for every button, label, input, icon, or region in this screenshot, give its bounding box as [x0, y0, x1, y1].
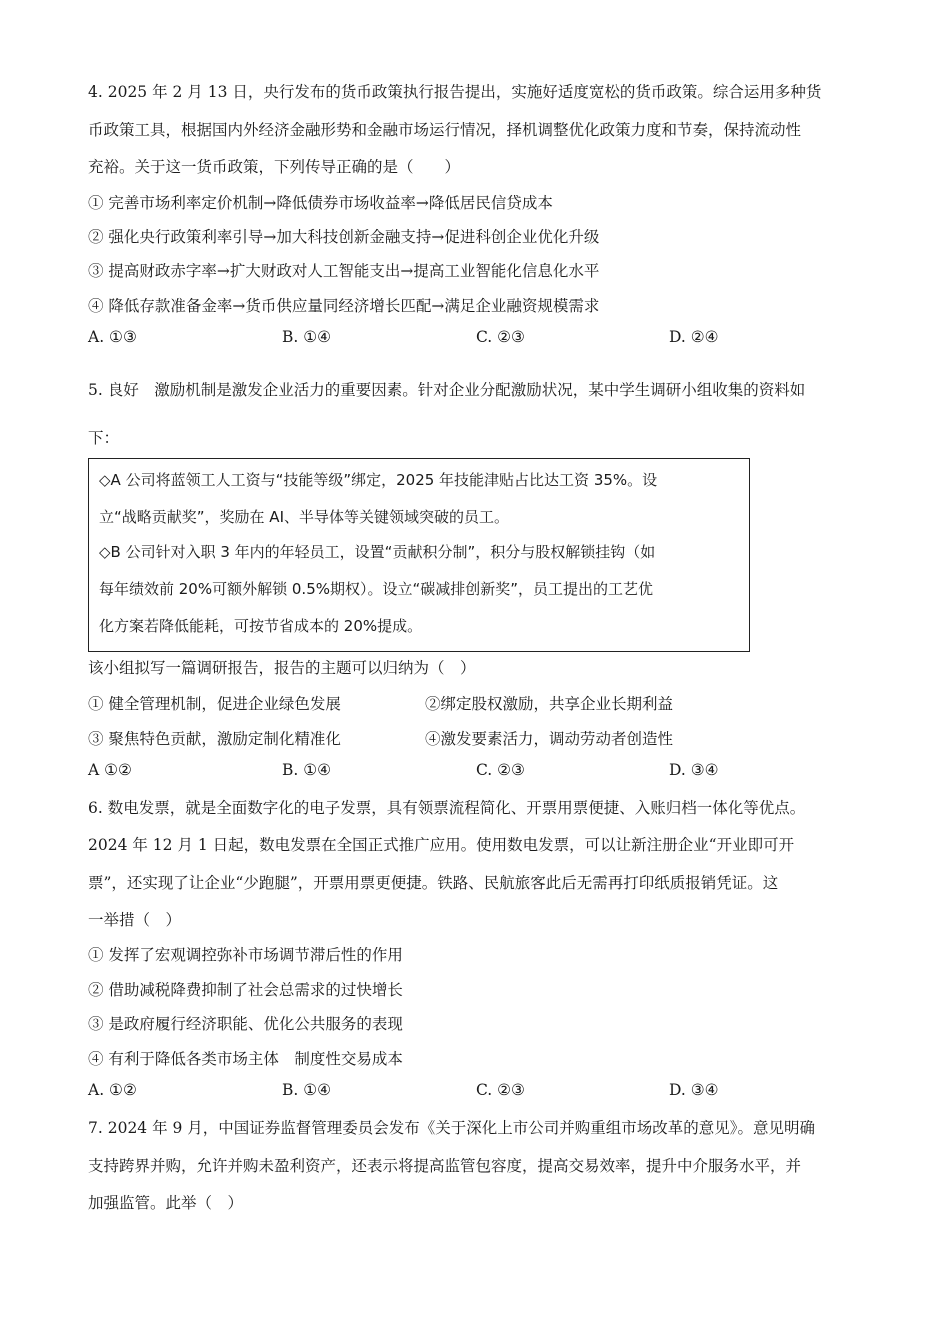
q4-stem-line-2: 币政策工具，根据国内外经济金融形势和金融市场运行情况，择机调整优化政策力度和节奏，保持流动性: [88, 121, 802, 139]
q6-item-4: ④ 有利于降低各类市场主体 制度性交易成本: [88, 1050, 403, 1068]
q5-option-c[interactable]: C. ②③: [476, 761, 525, 779]
q4-option-d[interactable]: D. ②④: [669, 328, 719, 346]
q6-option-b[interactable]: B. ①④: [282, 1081, 332, 1099]
q6-stem-line-2: 2024 年 12 月 1 日起，数电发票在全国正式推广应用。使用数电发票，可以让新注册企业“开业即可开: [88, 836, 795, 854]
q6-option-a[interactable]: A. ①②: [88, 1081, 137, 1099]
q4-item-4: ④ 降低存款准备金率→货币供应量同经济增长匹配→满足企业融资规模需求: [88, 297, 600, 315]
q4-option-b[interactable]: B. ①④: [282, 328, 332, 346]
q5-item-3: ③ 聚焦特色贡献，激励定制化精准化: [88, 730, 341, 748]
q5-material-box: [88, 458, 750, 652]
q5-box-line-3: ◇B 公司针对入职 3 年内的年轻员工，设置“贡献积分制”，积分与股权解锁挂钩（如: [99, 543, 656, 561]
q4-item-3: ③ 提高财政赤字率→扩大财政对人工智能支出→提高工业智能化信息化水平: [88, 262, 600, 280]
q4-item-2: ② 强化央行政策利率引导→加大科技创新金融支持→促进科创企业优化升级: [88, 228, 600, 246]
q6-stem-line-1: 6. 数电发票，就是全面数字化的电子发票，具有领票流程简化、开票用票便捷、入账归档一体化等优点。: [88, 799, 806, 817]
q4-stem-line-3: 充裕。关于这一货币政策，下列传导正确的是（ ）: [88, 158, 461, 176]
q6-option-c[interactable]: C. ②③: [476, 1081, 525, 1099]
q5-stem-line-1: 5. 良好 激励机制是激发企业活力的重要因素。针对企业分配激励状况，某中学生调研小组收集的资料如: [88, 381, 806, 399]
q7-stem-line-2: 支持跨界并购，允许并购未盈利资产，还表示将提高监管包容度，提高交易效率，提升中介服务水平，并: [88, 1157, 802, 1175]
q6-item-2: ② 借助减税降费抑制了社会总需求的过快增长: [88, 981, 403, 999]
q4-option-c[interactable]: C. ②③: [476, 328, 525, 346]
q6-stem-line-4: 一举措（ ）: [88, 911, 182, 929]
q7-stem-line-1: 7. 2024 年 9 月，中国证券监督管理委员会发布《关于深化上市公司并购重组市场改革的意见》。意见明确: [88, 1119, 816, 1137]
q6-option-d[interactable]: D. ③④: [669, 1081, 719, 1099]
q7-stem-line-3: 加强监管。此举（ ）: [88, 1194, 244, 1212]
q5-question: 该小组拟写一篇调研报告，报告的主题可以归纳为（ ）: [88, 659, 476, 677]
q6-stem-line-3: 票”，还实现了让企业“少跑腿”，开票用票更便捷。铁路、民航旅客此后无需再打印纸质报销凭证。这: [88, 874, 779, 892]
q5-option-a[interactable]: A ①②: [88, 761, 132, 779]
q4-stem-line-1: 4. 2025 年 2 月 13 日，央行发布的货币政策执行报告提出，实施好适度宽松的货币政策。综合运用多种货: [88, 83, 822, 101]
q4-item-1: ① 完善市场利率定价机制→降低债券市场收益率→降低居民信贷成本: [88, 194, 553, 212]
q5-option-b[interactable]: B. ①④: [282, 761, 332, 779]
q5-box-line-4: 每年绩效前 20%可额外解锁 0.5%期权）。设立“碳减排创新奖”，员工提出的工艺优: [99, 580, 654, 598]
q6-item-3: ③ 是政府履行经济职能、优化公共服务的表现: [88, 1015, 403, 1033]
q4-option-a[interactable]: A. ①③: [88, 328, 137, 346]
q5-box-line-1: ◇A 公司将蓝领工人工资与“技能等级”绑定，2025 年技能津贴占比达工资 35%。设: [99, 471, 658, 489]
q6-item-1: ① 发挥了宏观调控弥补市场调节滞后性的作用: [88, 946, 403, 964]
q5-item-2: ②绑定股权激励，共享企业长期利益: [425, 695, 674, 713]
q5-box-line-5: 化方案若降低能耗，可按节省成本的 20%提成。: [99, 617, 423, 635]
q5-box-line-2: 立“战略贡献奖”，奖励在 AI、半导体等关键领域突破的员工。: [99, 508, 509, 526]
q5-item-1: ① 健全管理机制，促进企业绿色发展: [88, 695, 341, 713]
q5-option-d[interactable]: D. ③④: [669, 761, 719, 779]
q5-item-4: ④激发要素活力，调动劳动者创造性: [425, 730, 674, 748]
q5-stem-line-2: 下：: [88, 429, 120, 447]
